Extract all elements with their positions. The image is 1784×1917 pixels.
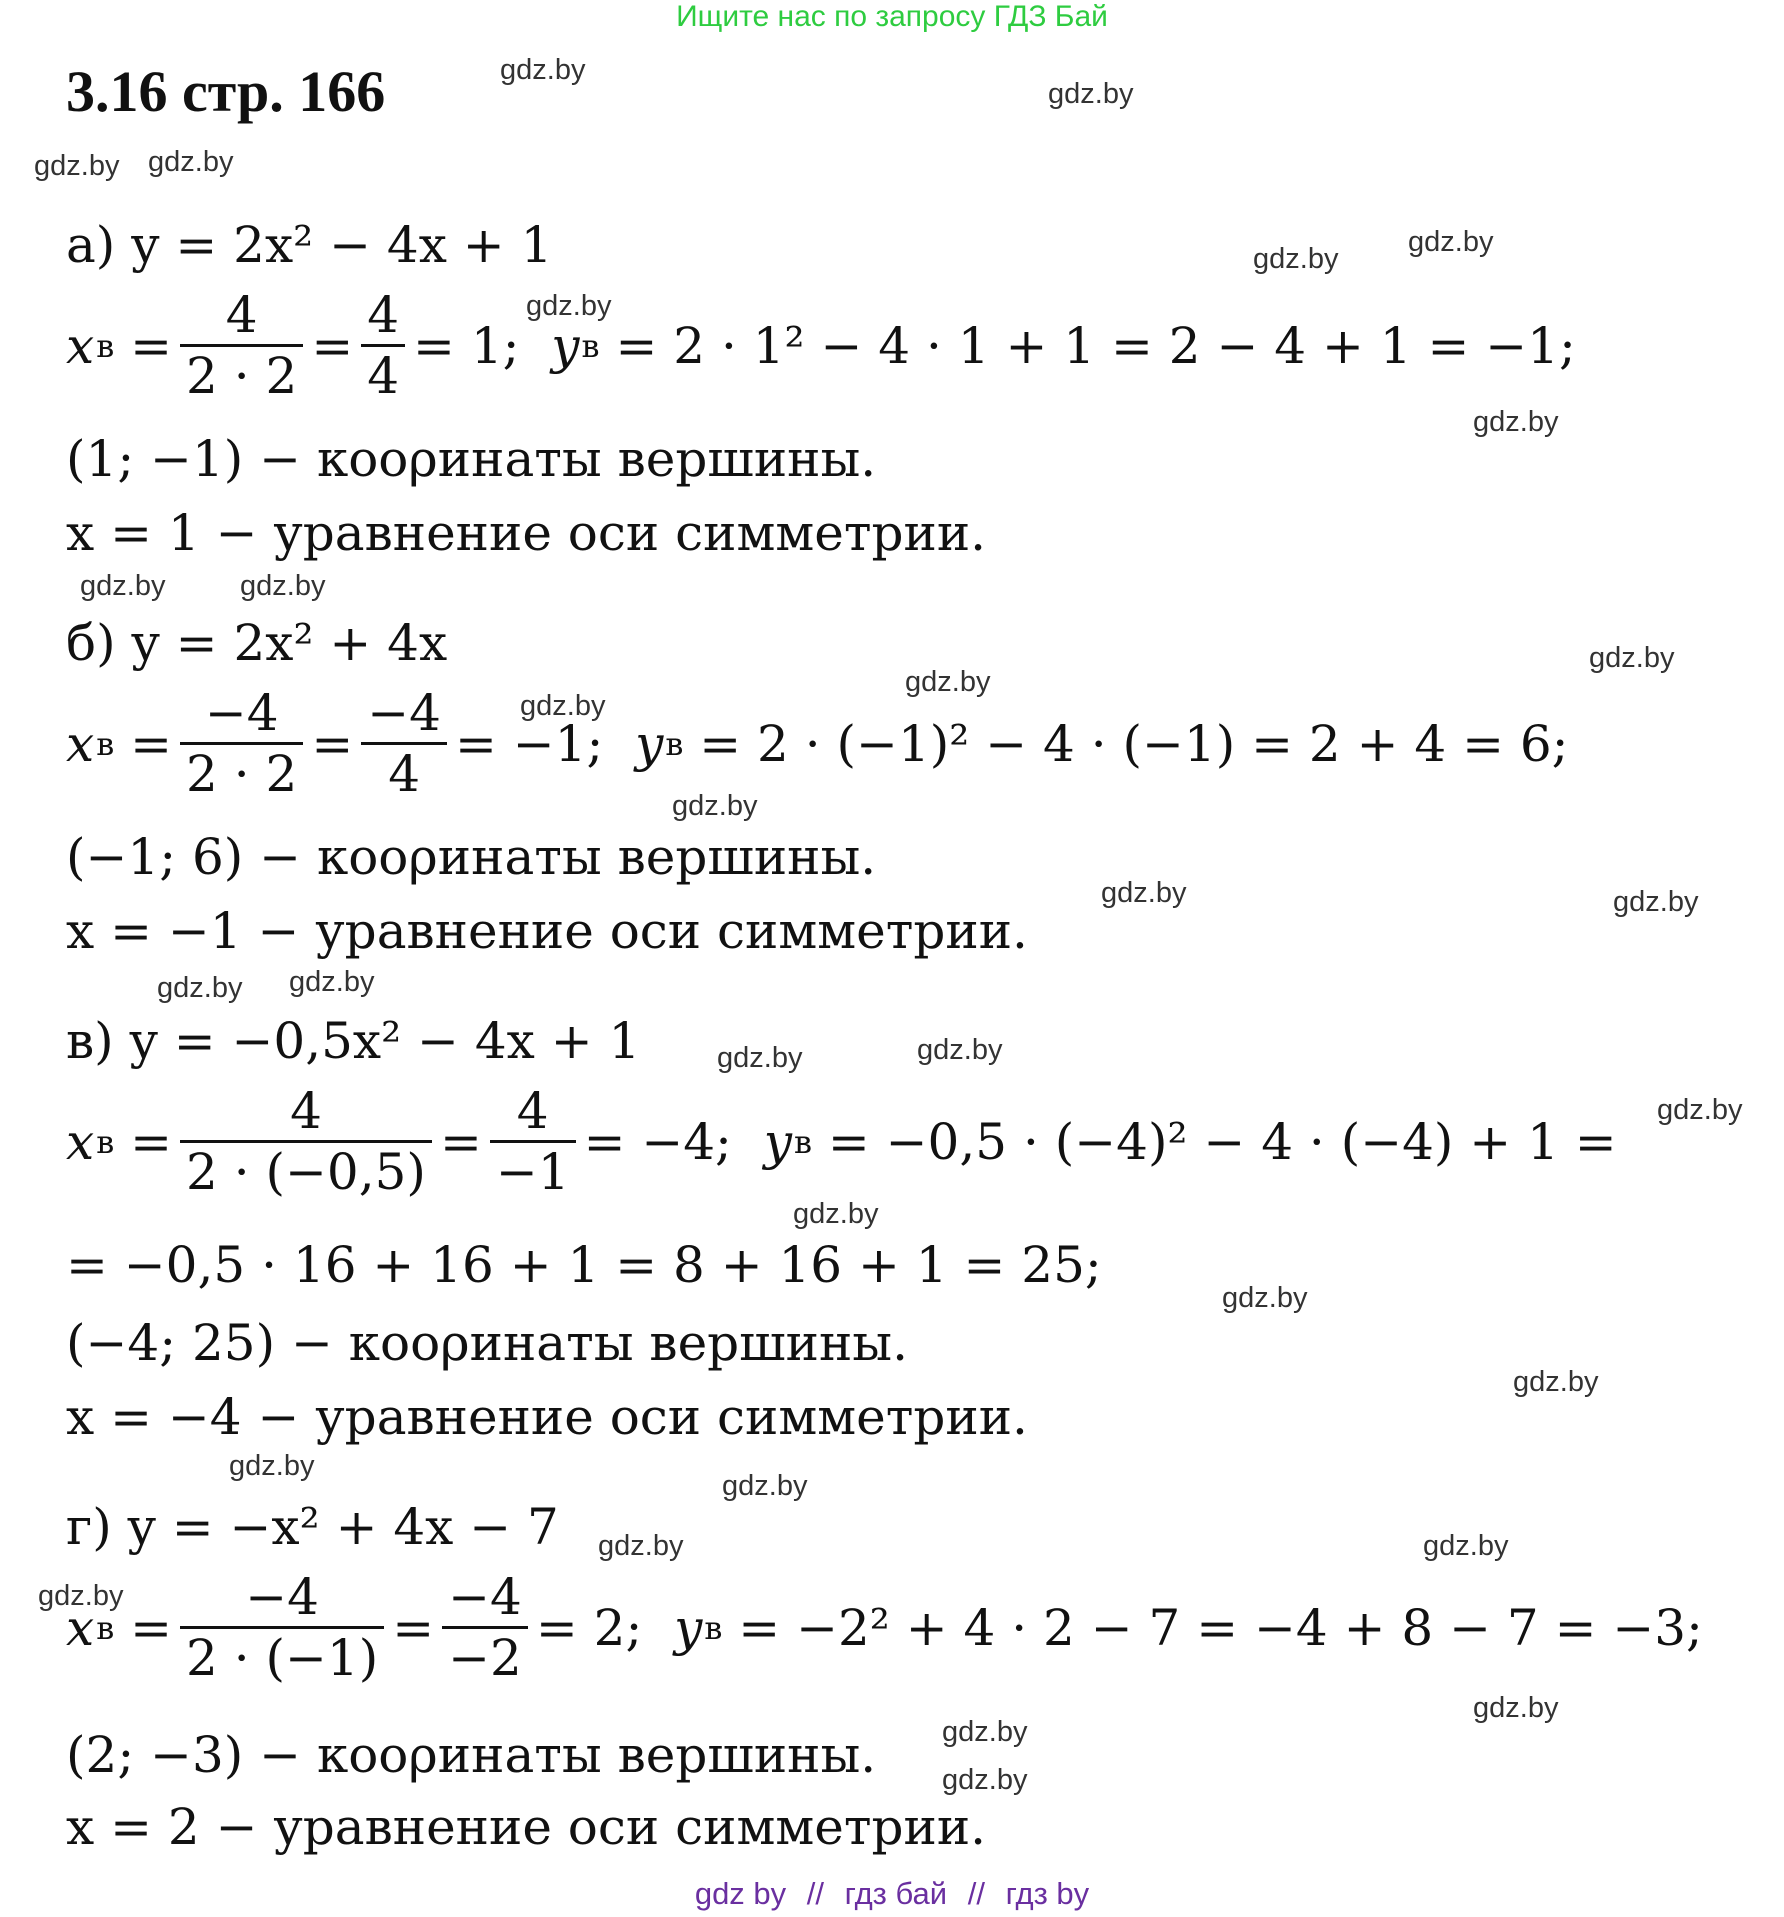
watermark: gdz.by: [942, 1764, 1028, 1796]
watermark: gdz.by: [1657, 1094, 1743, 1126]
watermark: gdz.by: [1222, 1282, 1308, 1314]
footer-link-gdz-by-2[interactable]: гдз by: [1005, 1876, 1090, 1911]
watermark: gdz.by: [500, 54, 586, 86]
yv-expression: = 2 · (−1)² − 4 · (−1) = 2 + 4 = 6;: [699, 714, 1569, 773]
subscript: в: [96, 326, 115, 365]
watermark: gdz.by: [520, 690, 606, 722]
watermark: gdz.by: [598, 1530, 684, 1562]
yv-symbol: y: [674, 1598, 703, 1657]
watermark: gdz.by: [80, 570, 166, 602]
fraction: $\frac{-4}{2 \cdot (-1)}$: [180, 1572, 384, 1683]
part-b-equation: [66, 614, 448, 672]
watermark: gdz.by: [722, 1470, 808, 1502]
part-v-vertex-calc: x в = $\frac{4}{2 \cdot (-0,5)}$ = $\frac{4}{-1}$ = −4; y в = −0,5 · (−4)² − 4 · (−4) + 1 =: [66, 1082, 1617, 1201]
part-v-equation: [66, 1012, 641, 1070]
part-g-equation: [66, 1498, 559, 1556]
watermark: gdz.by: [1589, 642, 1675, 674]
part-b-vertex-calc: x в = $\frac{-4}{2 \cdot 2}$ = $\frac{-4}{4}$ = −1; y в = 2 · (−1)² − 4 · (−1) = 2 + 4 = 6;: [66, 684, 1569, 803]
page-title: 3.16 стр. 166: [66, 59, 386, 124]
watermark: gdz.by: [1408, 226, 1494, 258]
subscript: в: [96, 724, 115, 763]
watermark: gdz.by: [1473, 1692, 1559, 1724]
watermark: gdz.by: [793, 1198, 879, 1230]
watermark: gdz.by: [1473, 406, 1559, 438]
footer-separator: //: [967, 1876, 985, 1911]
watermark: gdz.by: [942, 1716, 1028, 1748]
watermark: gdz.by: [157, 972, 243, 1004]
fraction: $\frac{4}{2 \cdot 2}$: [180, 290, 303, 401]
watermark: gdz.by: [1613, 886, 1699, 918]
subscript: в: [704, 1608, 723, 1647]
footer-separator: //: [806, 1876, 825, 1911]
footer-link-gdz-bai[interactable]: гдз бай: [844, 1876, 948, 1911]
part-v-axis: x = −4 − уравнение оси симметрии.: [66, 1388, 1028, 1446]
watermark: gdz.by: [672, 790, 758, 822]
watermark: gdz.by: [148, 146, 234, 178]
yv-expression: = −2² + 4 · 2 − 7 = −4 + 8 − 7 = −3;: [738, 1598, 1703, 1657]
footer-link-gdz-by[interactable]: gdz by: [694, 1876, 787, 1911]
subscript: в: [793, 1122, 812, 1161]
part-g-axis: x = 2 − уравнение оси симметрии.: [66, 1798, 987, 1856]
part-a-axis: x = 1 − уравнение оси симметрии.: [66, 504, 987, 562]
yv-symbol: y: [551, 316, 580, 375]
watermark: gdz.by: [1101, 877, 1187, 909]
xv-result: = −1;: [454, 714, 604, 773]
fraction: $\frac{-4}{4}$: [361, 688, 447, 799]
xv-symbol: x: [66, 1598, 95, 1657]
part-label: в): [66, 1012, 114, 1070]
part-v-vertex: (−4; 25) − коορинаты вершины.: [66, 1314, 908, 1372]
xv-result: = 2;: [535, 1598, 643, 1657]
part-a-vertex-calc: x в = $\frac{4}{2 \cdot 2}$ = $\frac{4}{4}$ = 1; y в = 2 · 1² − 4 · 1 + 1 = 2 − 4 + 1 = −1;: [66, 286, 1576, 405]
yv-expression: = 2 · 1² − 4 · 1 + 1 = 2 − 4 + 1 = −1;: [615, 316, 1576, 375]
yv-expression: = −0,5 · (−4)² − 4 · (−4) + 1 =: [827, 1112, 1617, 1171]
fraction: $\frac{4}{-1}$: [490, 1086, 576, 1197]
part-b-vertex: (−1; 6) − коορинаты вершины.: [66, 828, 877, 886]
part-g-vertex: (2; −3) − коορинаты вершины.: [66, 1726, 877, 1784]
part-g-vertex-calc: x в = $\frac{-4}{2 \cdot (-1)}$ = $\frac{-4}{-2}$ = 2; y в = −2² + 4 · 2 − 7 = −4 + 8 − 7 = −3;: [66, 1568, 1703, 1687]
fraction: $\frac{4}{2 \cdot (-0,5)}$: [180, 1086, 432, 1197]
part-label: а): [66, 216, 116, 274]
part-label: б): [66, 614, 116, 672]
watermark: gdz.by: [240, 570, 326, 602]
promo-banner: Ищите нас по запросу ГДЗ Бай: [676, 0, 1108, 33]
watermark: gdz.by: [526, 290, 612, 322]
yv-symbol: y: [763, 1112, 792, 1171]
part-label: г): [66, 1498, 112, 1556]
part-a-vertex: (1; −1) − коορинаты вершины.: [66, 430, 877, 488]
equation-text: y = −x² + 4x − 7: [127, 1498, 559, 1556]
equation-text: y = 2x² − 4x + 1: [131, 216, 553, 274]
watermark: gdz.by: [1513, 1366, 1599, 1398]
xv-symbol: x: [66, 1112, 95, 1171]
subscript: в: [665, 724, 684, 763]
watermark: gdz.by: [34, 150, 120, 182]
watermark: gdz.by: [38, 1580, 124, 1612]
xv-result: = 1;: [413, 316, 520, 375]
part-b-axis: x = −1 − уравнение оси симметрии.: [66, 902, 1028, 960]
subscript: в: [96, 1122, 115, 1161]
xv-symbol: x: [66, 714, 95, 773]
watermark: gdz.by: [1048, 78, 1134, 110]
watermark: gdz.by: [1253, 243, 1339, 275]
equation-text: y = −0,5x² − 4x + 1: [129, 1012, 641, 1070]
watermark: gdz.by: [917, 1034, 1003, 1066]
fraction: $\frac{-4}{2 \cdot 2}$: [180, 688, 303, 799]
equation-text: y = 2x² + 4x: [131, 614, 448, 672]
subscript: в: [581, 326, 600, 365]
watermark: gdz.by: [289, 966, 375, 998]
fraction: $\frac{4}{4}$: [361, 290, 405, 401]
watermark: gdz.by: [717, 1042, 803, 1074]
fraction: $\frac{-4}{-2}$: [442, 1572, 528, 1683]
yv-symbol: y: [635, 714, 664, 773]
footer-links: [0, 1876, 1784, 1912]
watermark: gdz.by: [905, 666, 991, 698]
part-a-equation: [66, 216, 553, 274]
part-v-yv-continued: = −0,5 · 16 + 16 + 1 = 8 + 16 + 1 = 25;: [66, 1236, 1102, 1294]
xv-result: = −4;: [583, 1112, 732, 1171]
subscript: в: [96, 1608, 115, 1647]
xv-symbol: x: [66, 316, 95, 375]
watermark: gdz.by: [229, 1450, 315, 1482]
watermark: gdz.by: [1423, 1530, 1509, 1562]
